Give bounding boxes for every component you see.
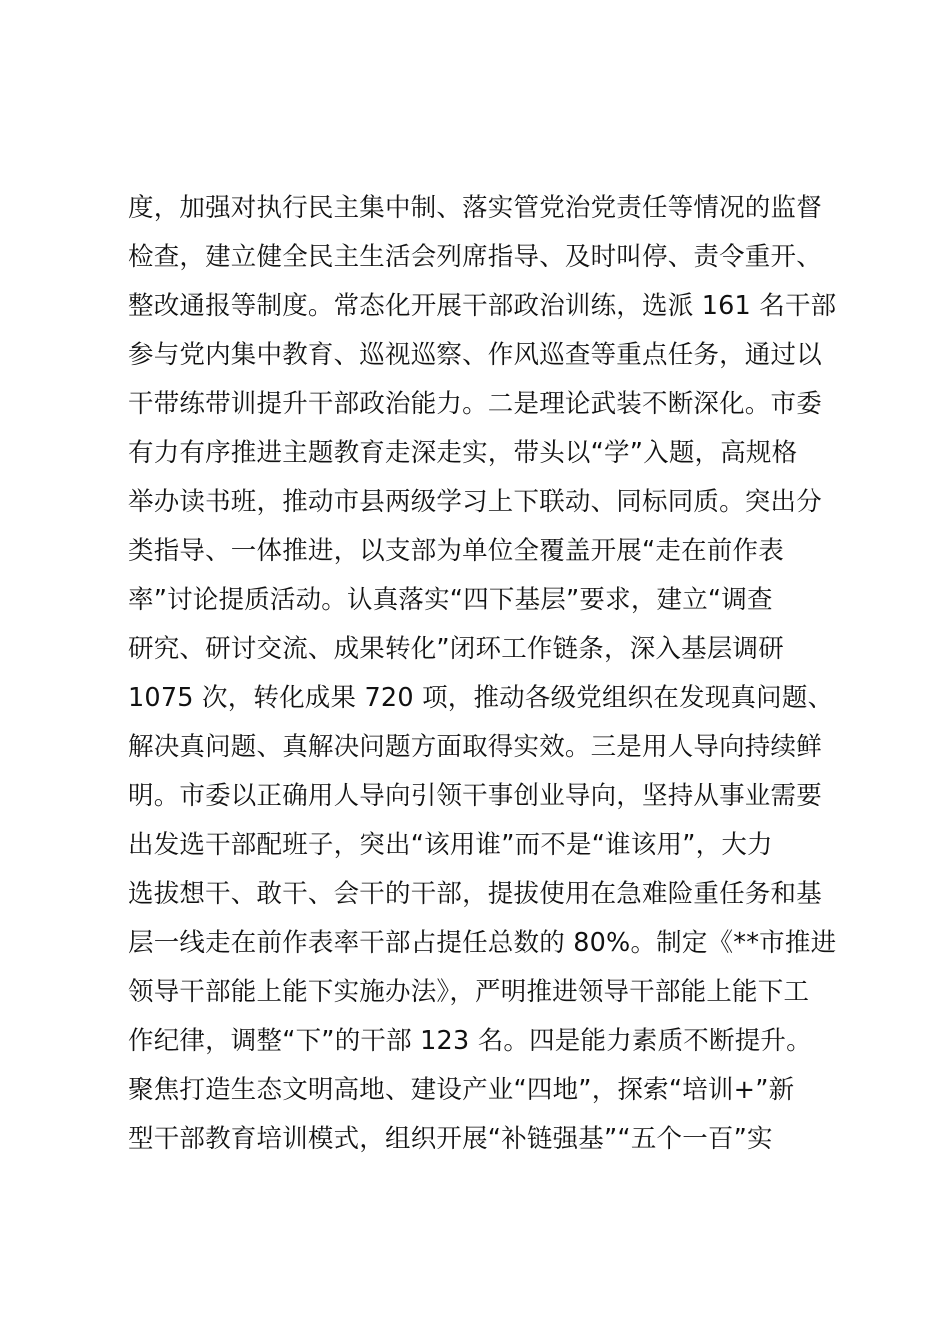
text-line: 整改通报等制度。常态化开展干部政治训练，选派 161 名干部 — [128, 291, 837, 321]
text-line: 研究、研讨交流、成果转化”闭环工作链条，深入基层调研 — [128, 634, 784, 664]
text-line: 度，加强对执行民主集中制、落实管党治党责任等情况的监督 — [128, 193, 822, 223]
text-line: 举办读书班，推动市县两级学习上下联动、同标同质。突出分 — [128, 487, 822, 517]
text-line: 选拔想干、敢干、会干的干部，提拔使用在急难险重任务和基 — [128, 879, 822, 909]
text-line: 类指导、一体推进，以支部为单位全覆盖开展“走在前作表 — [128, 536, 784, 566]
body-text — [128, 184, 838, 1164]
text-line: 解决真问题、真解决问题方面取得实效。三是用人导向持续鲜 — [128, 732, 822, 762]
text-line: 型干部教育培训模式，组织开展“补链强基”“五个一百”实 — [128, 1124, 773, 1154]
text-line: 率”讨论提质活动。认真落实“四下基层”要求，建立“调查 — [128, 585, 773, 615]
text-line: 参与党内集中教育、巡视巡察、作风巡查等重点任务，通过以 — [128, 340, 822, 370]
text-line: 有力有序推进主题教育走深走实，带头以“学”入题，高规格 — [128, 438, 798, 468]
text-line: 出发选干部配班子，突出“该用谁”而不是“谁该用”，大力 — [128, 830, 773, 860]
text-line: 作纪律，调整“下”的干部 123 名。四是能力素质不断提升。 — [128, 1026, 812, 1056]
text-line: 1075 次，转化成果 720 项，推动各级党组织在发现真问题、 — [128, 683, 834, 713]
text-line: 领导干部能上能下实施办法》，严明推进领导干部能上能下工 — [128, 977, 810, 1007]
text-line: 层一线走在前作表率干部占提任总数的 80%。制定《**市推进 — [128, 928, 837, 958]
text-line: 干带练带训提升干部政治能力。二是理论武装不断深化。市委 — [128, 389, 822, 419]
text-line: 明。市委以正确用人导向引领干事创业导向，坚持从事业需要 — [128, 781, 822, 811]
text-line: 检查，建立健全民主生活会列席指导、及时叫停、责令重开、 — [128, 242, 822, 272]
text-line: 聚焦打造生态文明高地、建设产业“四地”，探索“培训+”新 — [128, 1075, 795, 1105]
